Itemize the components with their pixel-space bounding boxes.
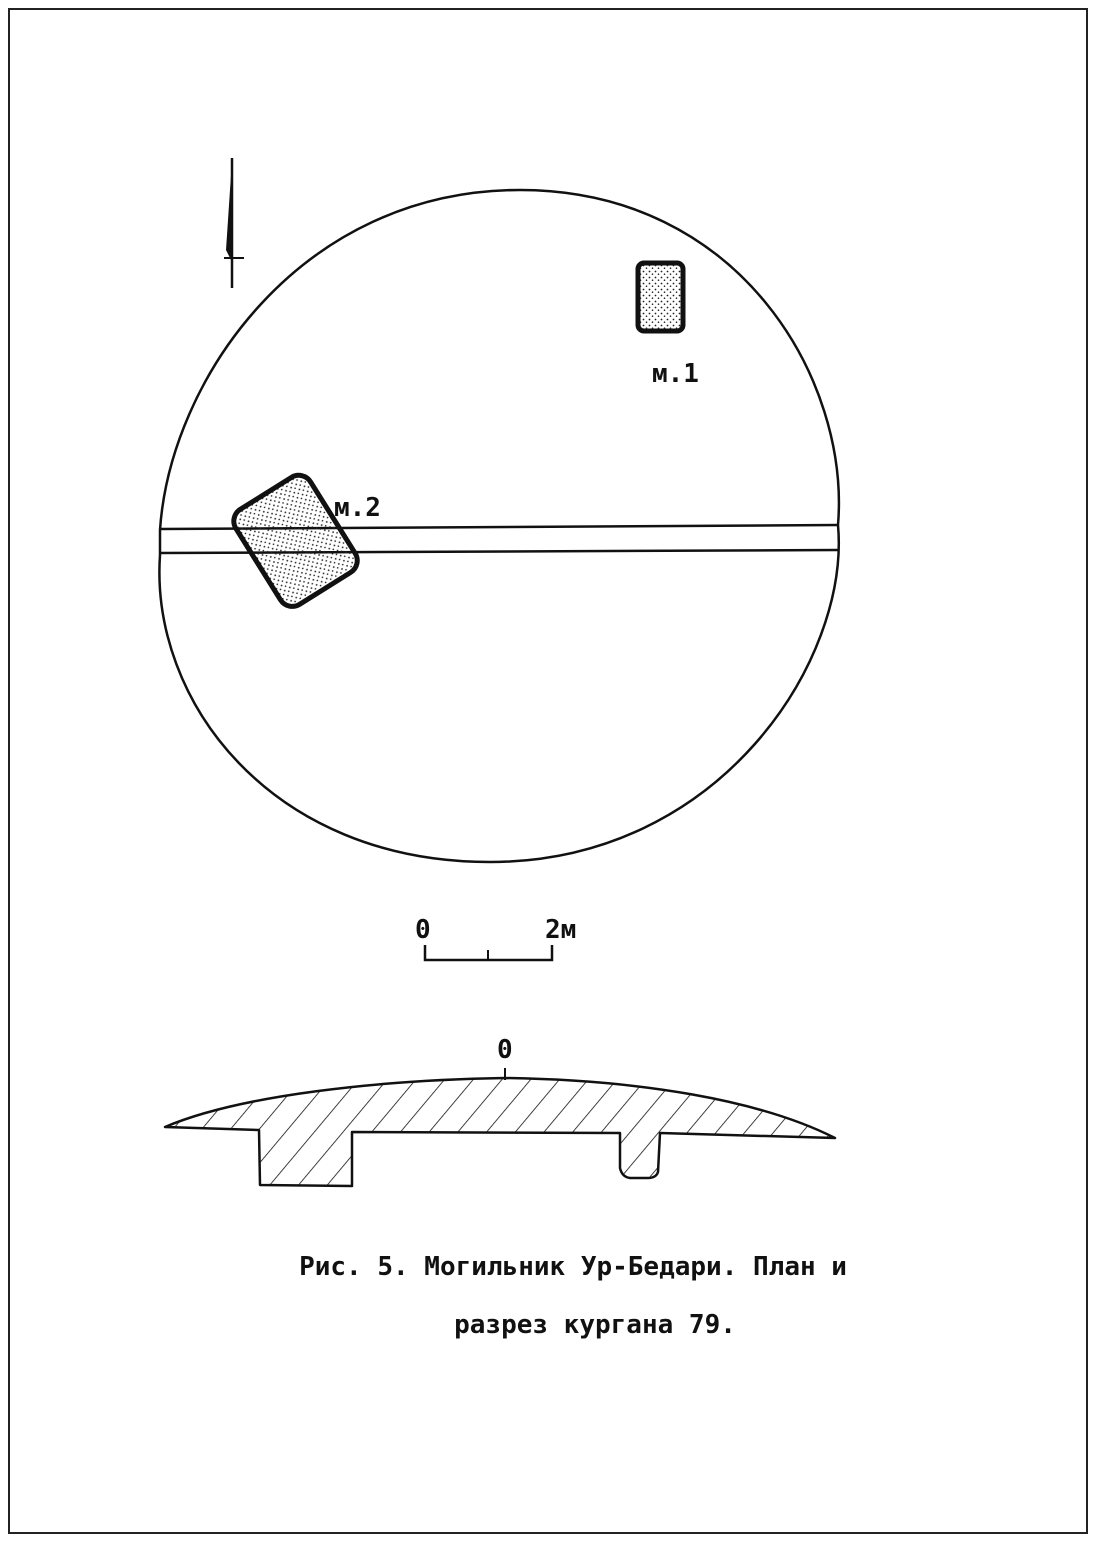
- north-arrow-icon: [224, 158, 244, 288]
- burial-1-label: м.1: [652, 359, 699, 389]
- burial-2-label: м.2: [334, 493, 381, 523]
- scale-end-label: 2м: [545, 915, 577, 945]
- kurgan-cross-section: [165, 1078, 835, 1186]
- burial-2-pit: [229, 470, 363, 612]
- figure-caption-line-1: Рис. 5. Могильник Ур-Бедари. План и: [299, 1252, 847, 1282]
- burial-1-pit: [638, 263, 683, 331]
- figure-caption-line-2: разрез кургана 79.: [454, 1310, 736, 1340]
- scale-start-label: 0: [415, 915, 431, 945]
- section-zero-label: 0: [497, 1035, 513, 1065]
- scale-bar: [425, 945, 552, 960]
